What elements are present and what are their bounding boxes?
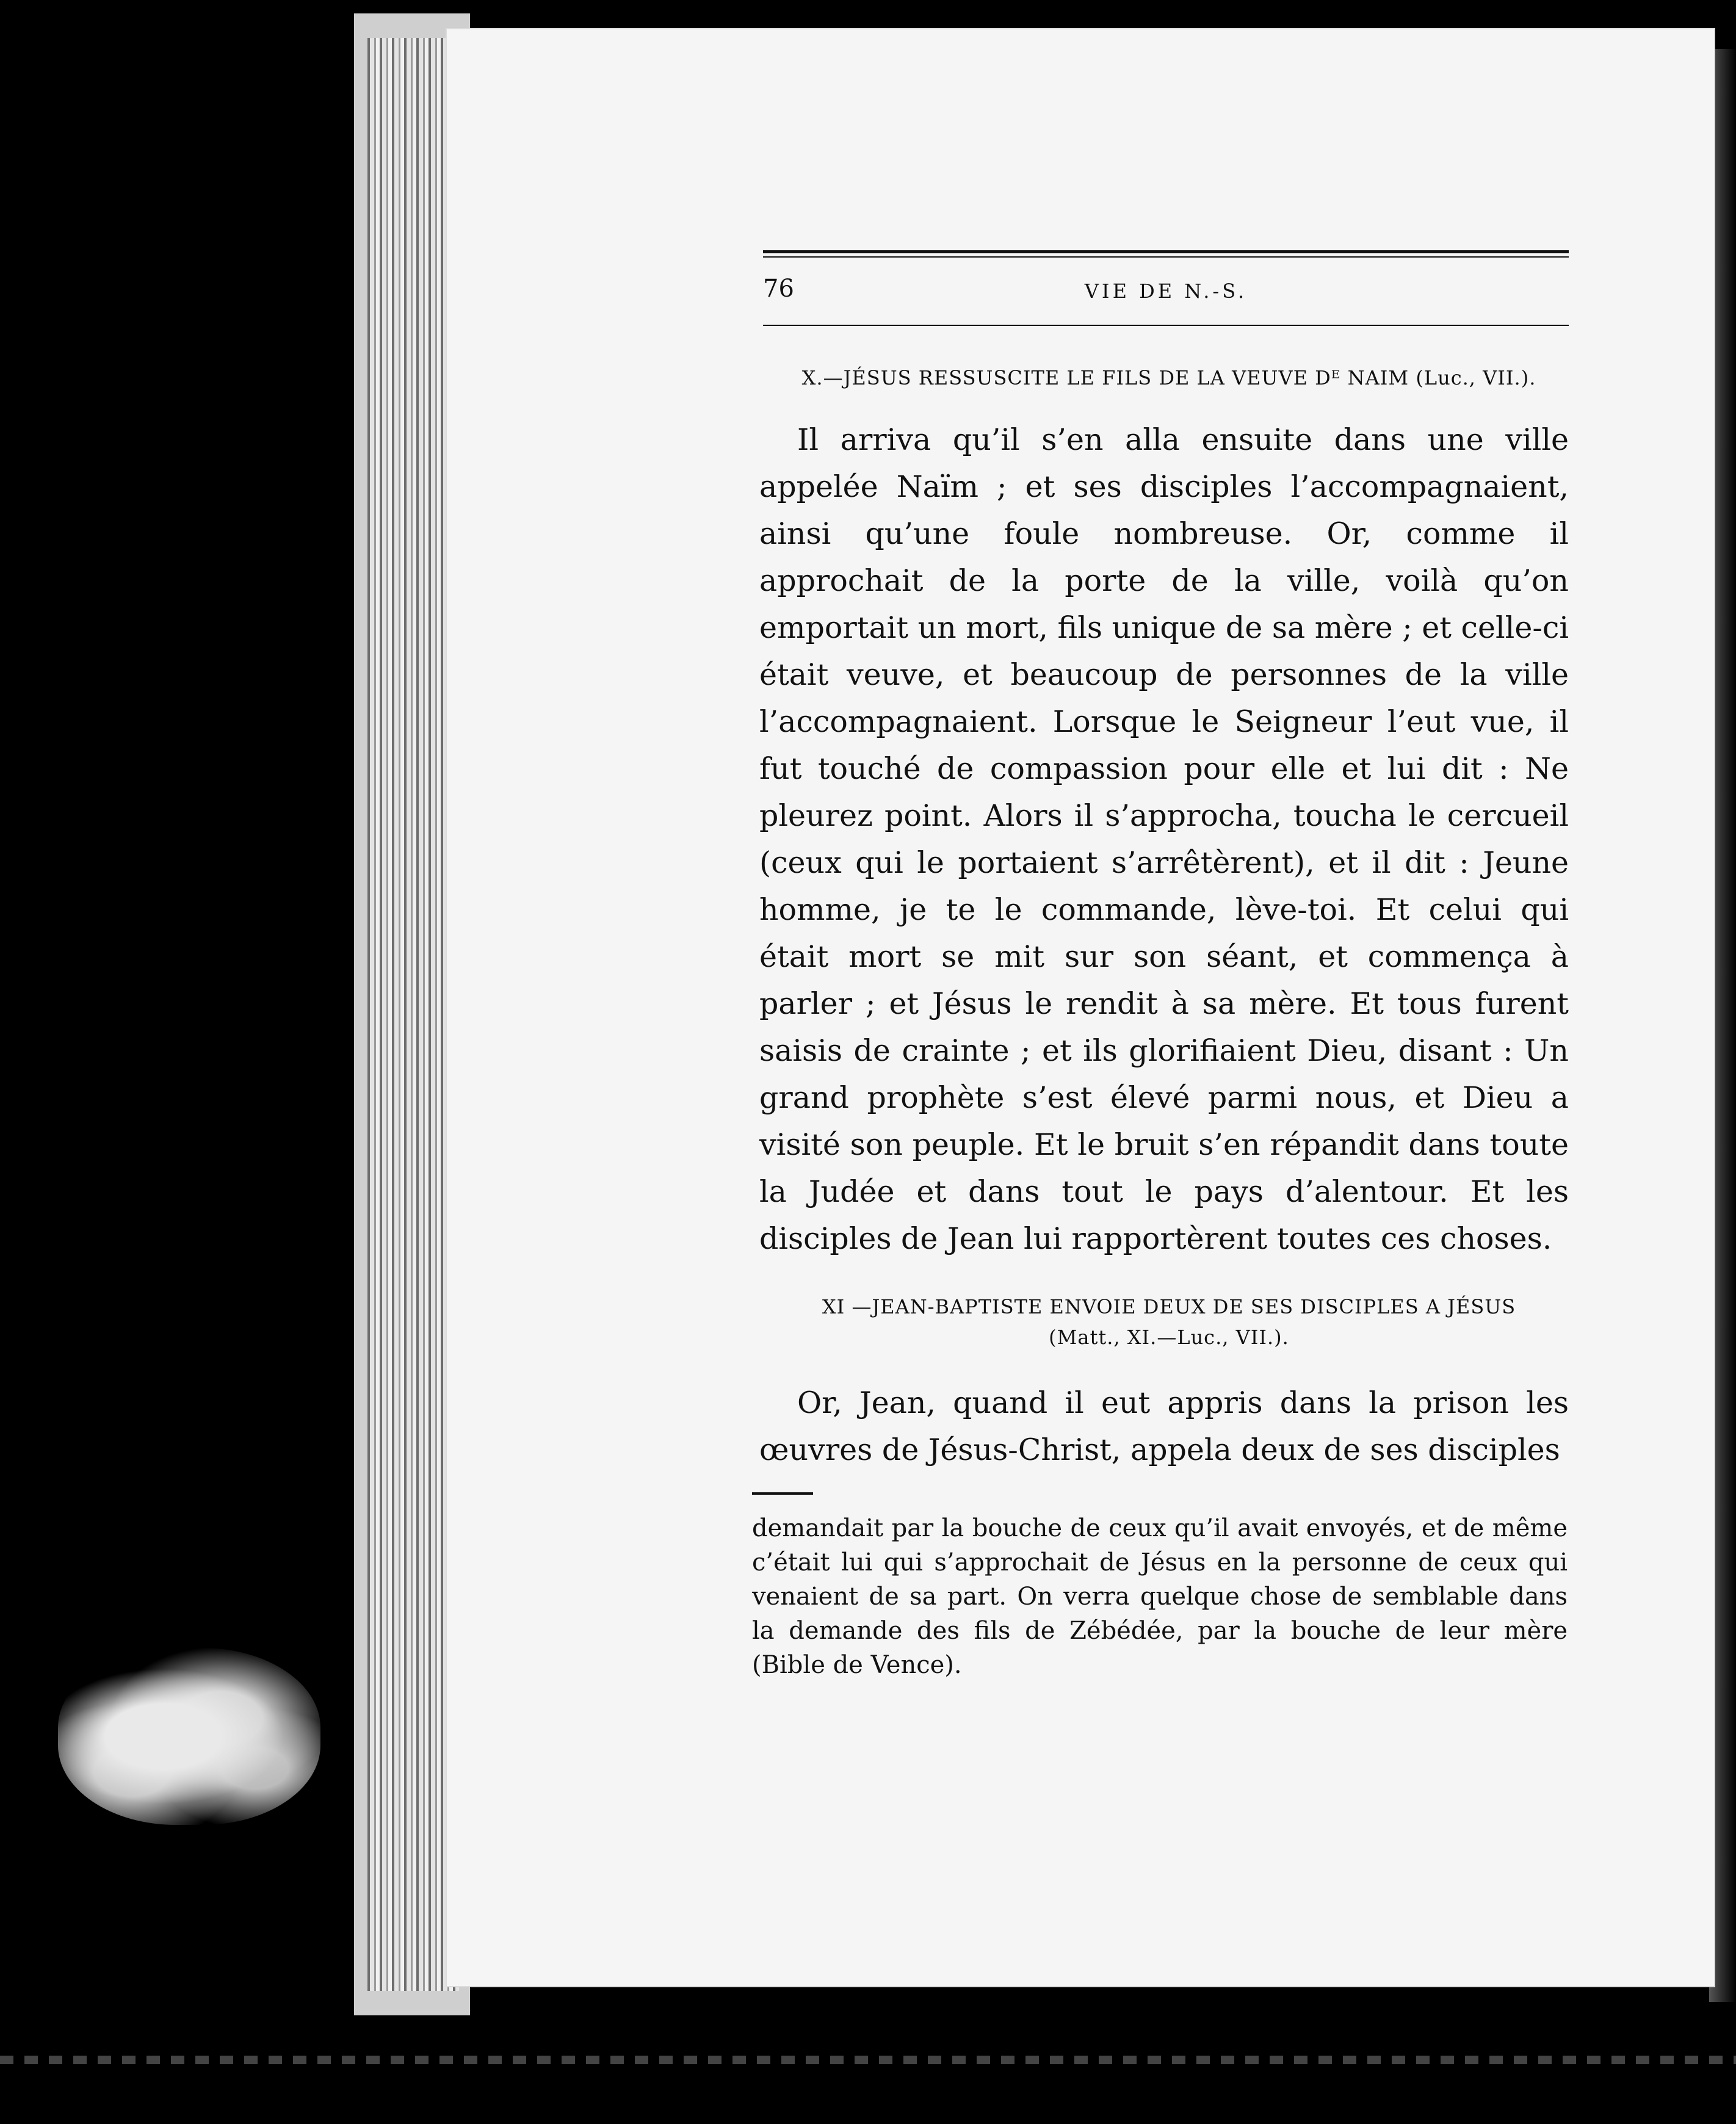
header-rule-top-thin xyxy=(763,256,1569,258)
running-header xyxy=(763,275,1569,311)
page-number: 76 xyxy=(763,275,794,303)
footnote-rule xyxy=(752,1492,813,1495)
scan-debris xyxy=(58,1648,320,1825)
section-xi-body: Or, Jean, quand il eut appris dans la prison les œuvres de Jésus-Christ, appela deux de ses disciples xyxy=(759,1385,1569,1467)
section-x-heading: X.—JÉSUS RESSUSCITE LE FILS DE LA VEUVE Dᴱ NAIM (Luc., VII.). xyxy=(801,366,1536,389)
section-x-body: Il arriva qu’il s’en alla ensuite dans une ville appelée Naïm ; et ses disciples l’accompagnaient, ainsi qu’une foule nombreuse. Or, comme il approchait de la porte de la ville, voilà qu’on emportait un mort, fils unique de sa mère ; et celle-ci était veuve, et beaucoup de personnes de la ville l’accompagnaient. Lorsque le Seigneur l’eut vue, il fut touché de compassion pour elle et lui dit : Ne pleurez point. Alors il s’approcha, toucha le cercueil (ceux qui le portaient s’arrêtèrent), et il dit : Jeune homme, je te le commande, lève-toi. Et celui qui était mort se mit sur son séant, et commença à parler ; et Jésus le rendit à sa mère. Et tous furent saisis de crainte ; et ils glorifiaient Dieu, disant : Un grand prophète s’est élevé parmi nous, et Dieu a visité son peuple. Et le bruit s’en répandit dans toute la Judée et dans tout le pays d’alentour. Et les disciples de Jean lui rapportèrent toutes ces choses. xyxy=(759,422,1569,1256)
section-xi-heading: XI —JEAN-BAPTISTE ENVOIE DEUX DE SES DISCIPLES A JÉSUS xyxy=(822,1295,1516,1318)
film-strip xyxy=(0,2056,1736,2064)
footnote: demandait par la bouche de ceux qu’il avait envoyés, et de même c’était lui qui s’approchait de Jésus en la personne de ceux qui venaient de sa part. On verra quelque chose de semblable dans la demande des fils de Zébédée, par la bouche de leur mère (Bible de Vence). xyxy=(752,1514,1568,1679)
header-rule-bottom xyxy=(763,325,1569,326)
running-title: VIE DE N.-S. xyxy=(1084,280,1248,303)
section-xi-heading-ref: (Matt., XI.—Luc., VII.). xyxy=(1049,1326,1289,1349)
header-rule-top xyxy=(763,250,1569,253)
